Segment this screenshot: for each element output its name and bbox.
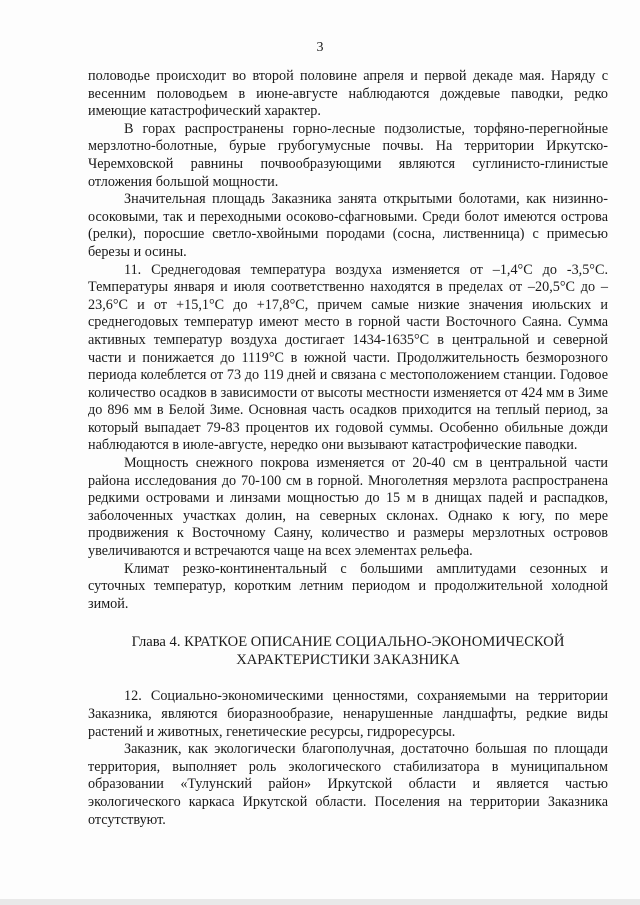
bottom-section	[88, 688, 608, 829]
paragraph-bogs: Значительная площадь Заказника занята открытыми болотами, как низинно-осоковыми, так и переходными осоково-сфагновыми. Среди болот имеются острова (релки), поросшие светло-хвойными породами (сосна, лиственница) с примесью березы и осины.	[88, 191, 608, 260]
paragraph-soils: В горах распространены горно-лесные подзолистые, торфяно-перегнойные мерзлотно-болотные, бурые грубогумусные почвы. На территории Иркутско-Черемховской равнины почвообразующими являются суглинисто-глинистые отложения большой мощности.	[88, 120, 608, 190]
paragraph-snow-permafrost: Мощность снежного покрова изменяется от 20-40 см в центральной части района исследования до 70-100 см в горной. Многолетняя мерзлота распространена редкими островами и линзами мощностью до 15 м в днищах падей и распадков, заболоченных участках долин, на северных склонах. Однако к югу, по мере продвижения к Восточному Саяну, количество и размеры мерзлотных островов увеличиваются и встречаются чаще на всех элементах рельефа.	[88, 455, 608, 560]
chapter-heading-line1: Глава 4. КРАТКОЕ ОПИСАНИЕ СОЦИАЛЬНО-ЭКОНОМИЧЕСКОЙ	[131, 634, 565, 651]
top-section	[88, 68, 608, 613]
chapter-heading	[88, 633, 608, 669]
paragraph-climate-summary: Климат резко-континентальный с большими амплитудами сезонных и суточных температур, коротким летним периодом и продолжительной холодной зимой.	[88, 560, 608, 612]
paragraph-climate-temperature: 11. Среднегодовая температура воздуха изменяется от –1,4°С до -3,5°С. Температуры января и июля соответственно находятся в пределах от –20,5°С до –23,6°С и от +15,1°С до +17,8°С, причем самые низкие значения июльских и среднегодовых температур имеют место в горной части Восточного Саяна. Сумма активных температур воздуха достигает 1434-1635°С в центральной и северной части и понижается до 1119°С в южной части. Продолжительность безморозного периода колеблется от 73 до 119 дней и связана с местоположением станции. Годовое количество осадков в зависимости от высоты местности изменяется от 424 мм в Зиме до 896 мм в Белой Зиме. Основная часть осадков приходится на теплый период, за который выпадает 79-83 процентов их годовой суммы. Особенно обильные дожди наблюдаются в июле-августе, нередко они вызывают катастрофические паводки.	[88, 261, 608, 454]
chapter-heading-line2: ХАРАКТЕРИСТИКИ ЗАКАЗНИКА	[236, 652, 460, 669]
paragraph-flood-continuation: половодье происходит во второй половине апреля и первой декаде мая. Наряду с весенним половодьем в июне-августе наблюдаются дождевые паводки, редко имеющие катастрофический характер.	[88, 68, 608, 120]
paragraph-socioeconomic-values: 12. Социально-экономическими ценностями, сохраняемыми на территории Заказника, являются биоразнообразие, ненарушенные ландшафты, редкие виды растений и животных, генетические ресурсы, гидроресурсы.	[88, 688, 608, 740]
document-body	[88, 68, 608, 829]
paragraph-ecological-role: Заказник, как экологически благополучная, достаточно большая по площади территория, выполняет роль экологического стабилизатора в муниципальном образовании «Тулунский район» Иркутской области и является частью экологического каркаса Иркутской области. Поселения на территории Заказника отсутствуют.	[88, 741, 608, 828]
page-number: 3	[316, 40, 324, 55]
scan-edge	[0, 899, 640, 905]
